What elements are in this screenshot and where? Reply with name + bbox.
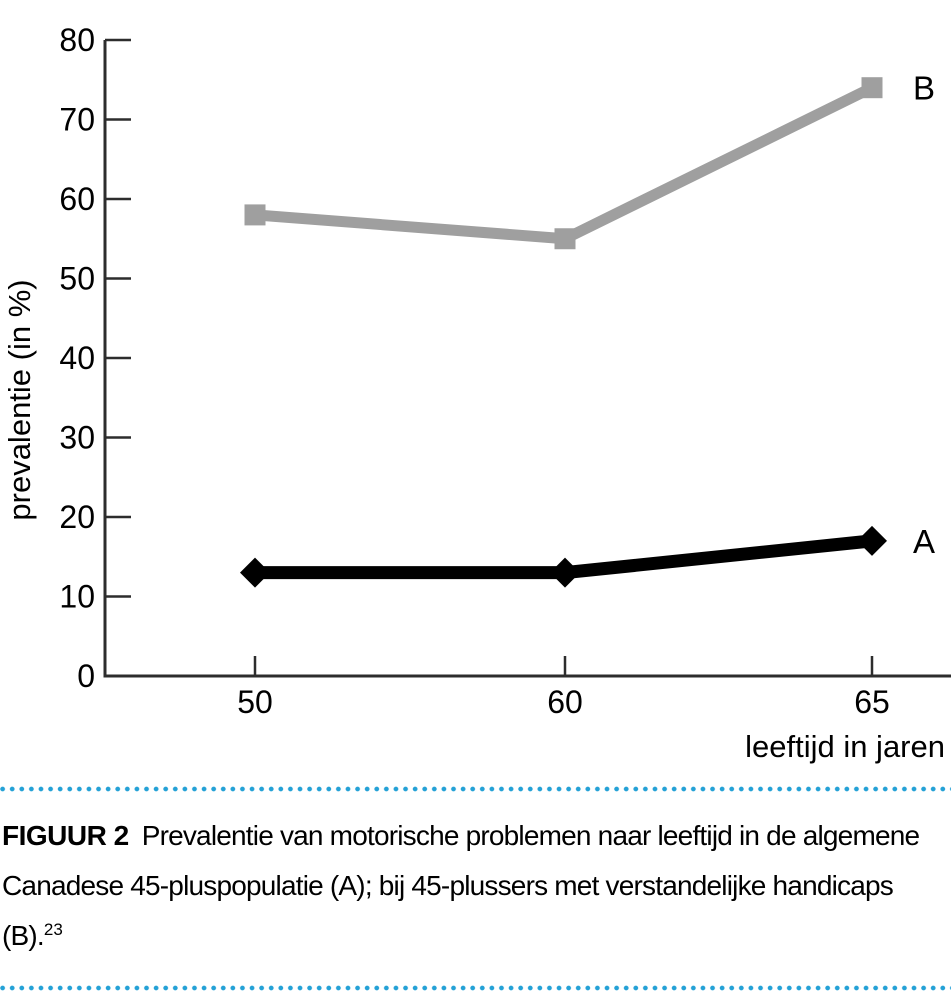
caption-text-3: (B). — [2, 920, 44, 951]
series-A-marker-diamond — [857, 526, 887, 556]
series-B-marker-square — [245, 204, 266, 225]
x-tick-label: 60 — [547, 684, 583, 720]
y-tick-label: 10 — [59, 578, 95, 615]
x-tick-label: 50 — [237, 684, 273, 720]
series-B-line — [255, 88, 872, 239]
y-tick-label: 50 — [59, 260, 95, 297]
caption-line-1 — [2, 811, 951, 861]
y-tick-label: 40 — [59, 340, 95, 376]
y-axis-title: prevalentie (in %) — [2, 279, 37, 521]
series-A-marker-diamond — [550, 558, 580, 588]
y-tick-label: 70 — [59, 101, 95, 138]
y-tick-label: 80 — [59, 22, 95, 58]
y-tick-label: 30 — [59, 419, 95, 456]
figure-caption — [2, 811, 951, 961]
y-tick-label: 0 — [77, 658, 95, 694]
figure-label: FIGUUR 2 — [2, 820, 129, 851]
y-tick-label: 60 — [59, 181, 95, 217]
x-tick-label: 65 — [854, 684, 890, 720]
y-tick-label: 20 — [59, 499, 95, 535]
caption-line-2 — [2, 861, 951, 911]
caption-text-1: Prevalentie van motorische problemen naar leeftijd in de algemene — [141, 820, 920, 851]
series-A-label: A — [913, 522, 936, 560]
caption-line-3 — [2, 911, 951, 961]
x-axis-title: leeftijd in jaren — [745, 729, 945, 764]
series-B-marker-square — [555, 228, 576, 249]
dotted-divider-bottom — [0, 985, 951, 991]
series-B-marker-square — [862, 77, 883, 98]
dotted-divider-top — [0, 786, 951, 792]
series-A-marker-diamond — [240, 558, 270, 588]
caption-text-2: Canadese 45-pluspopulatie (A); bij 45-plussers met verstandelijke handicaps — [2, 870, 893, 901]
series-B-label: B — [913, 69, 936, 107]
caption-reference-superscript: 23 — [43, 920, 63, 939]
